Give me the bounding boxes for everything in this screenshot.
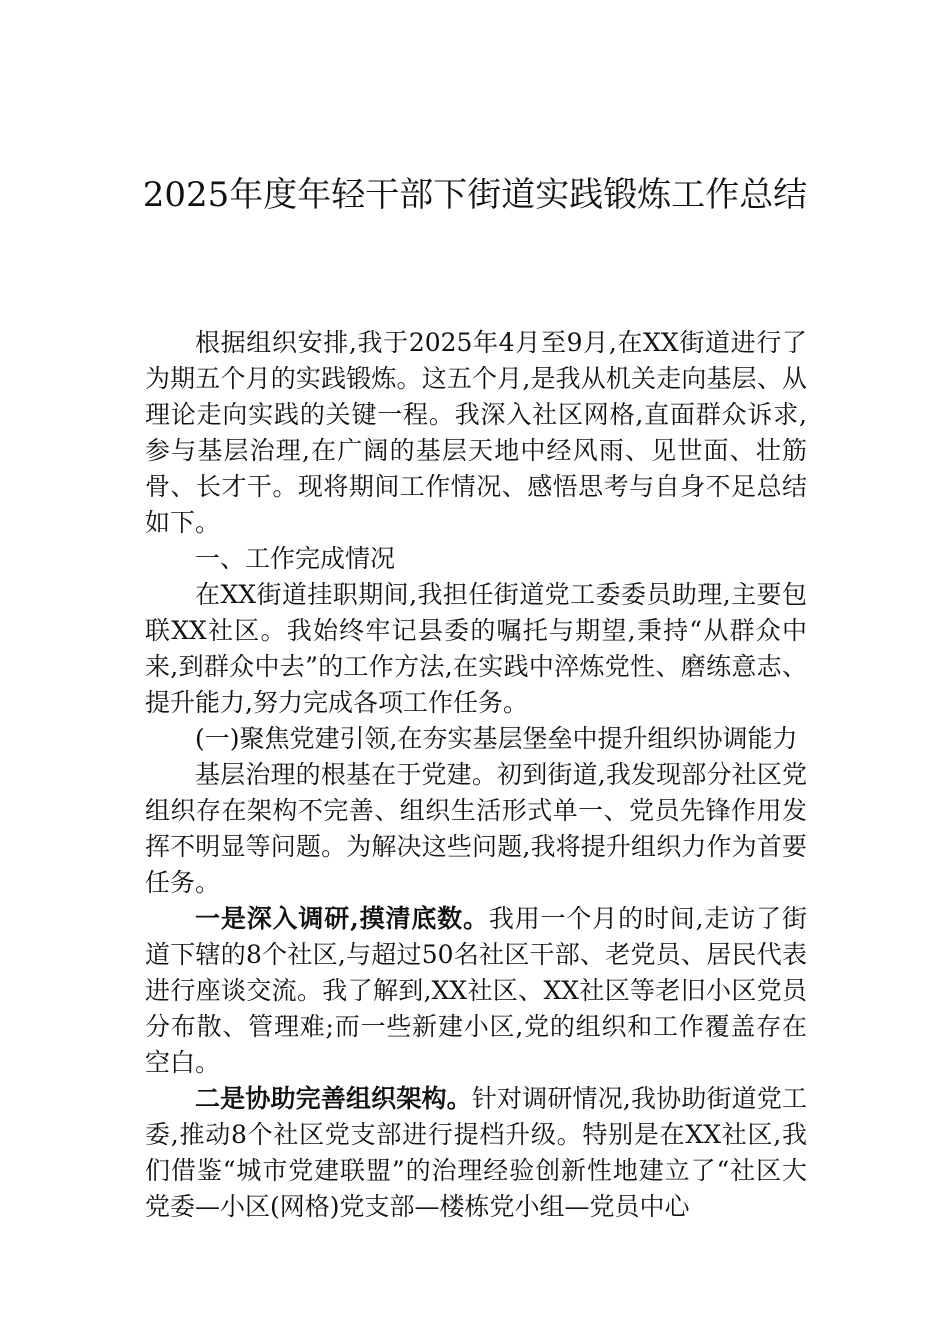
paragraph-party-foundation	[145, 757, 807, 901]
paragraph-text: 基层治理的根基在于党建。初到街道,我发现部分社区党组织存在架构不完善、组织生活形式单一、党员先锋作用发挥不明显等问题。为解决这些问题,我将提升组织力作为首要任务。	[145, 760, 807, 897]
paragraph-structure	[145, 1081, 807, 1225]
paragraph-text: (一)聚焦党建引领,在夯实基层堡垒中提升组织协调能力	[195, 724, 798, 753]
paragraph-text: 根据组织安排,我于2025年4月至9月,在XX街道进行了为期五个月的实践锻炼。这五个月,是我从机关走向基层、从理论走向实践的关键一程。我深入社区网格,直面群众诉求,参与基层治理,在广阔的基层天地中经风雨、见世面、壮筋骨、长才干。现将期间工作情况、感悟思考与自身不足总结如下。	[145, 328, 807, 537]
paragraph-intro	[145, 325, 807, 541]
paragraph-text: 针对调研情况,我协助街道党工委,推动8个社区党支部进行提档升级。特别是在XX社区,我们借鉴“城市党建联盟”的治理经验创新性地建立了“社区大党委—小区(网格)党支部—楼栋党小组—党员中心	[145, 1084, 807, 1221]
paragraph-research	[145, 901, 807, 1081]
paragraph-lead: 一是深入调研,摸清底数。	[195, 904, 489, 933]
document-title: 2025年度年轻干部下街道实践锻炼工作总结	[142, 175, 808, 215]
paragraph-post-overview	[145, 577, 807, 721]
paragraph-text: 我用一个月的时间,走访了街道下辖的8个社区,与超过50名社区干部、老党员、居民代表进行座谈交流。我了解到,XX社区、XX社区等老旧小区党员分布散、管理难;而一些新建小区,党的组织和工作覆盖存在空白。	[145, 904, 807, 1077]
paragraph-lead: 二是协助完善组织架构。	[195, 1084, 472, 1113]
subsection-heading-party-building	[145, 721, 807, 757]
section-heading-work-status	[145, 541, 807, 577]
paragraph-text: 在XX街道挂职期间,我担任街道党工委委员助理,主要包联XX社区。我始终牢记县委的嘱托与期望,秉持“从群众中来,到群众中去”的工作方法,在实践中淬炼党性、磨练意志、提升能力,努力完成各项工作任务。	[145, 580, 807, 717]
paragraph-text: 一、工作完成情况	[195, 544, 396, 573]
document-body	[145, 325, 807, 1225]
